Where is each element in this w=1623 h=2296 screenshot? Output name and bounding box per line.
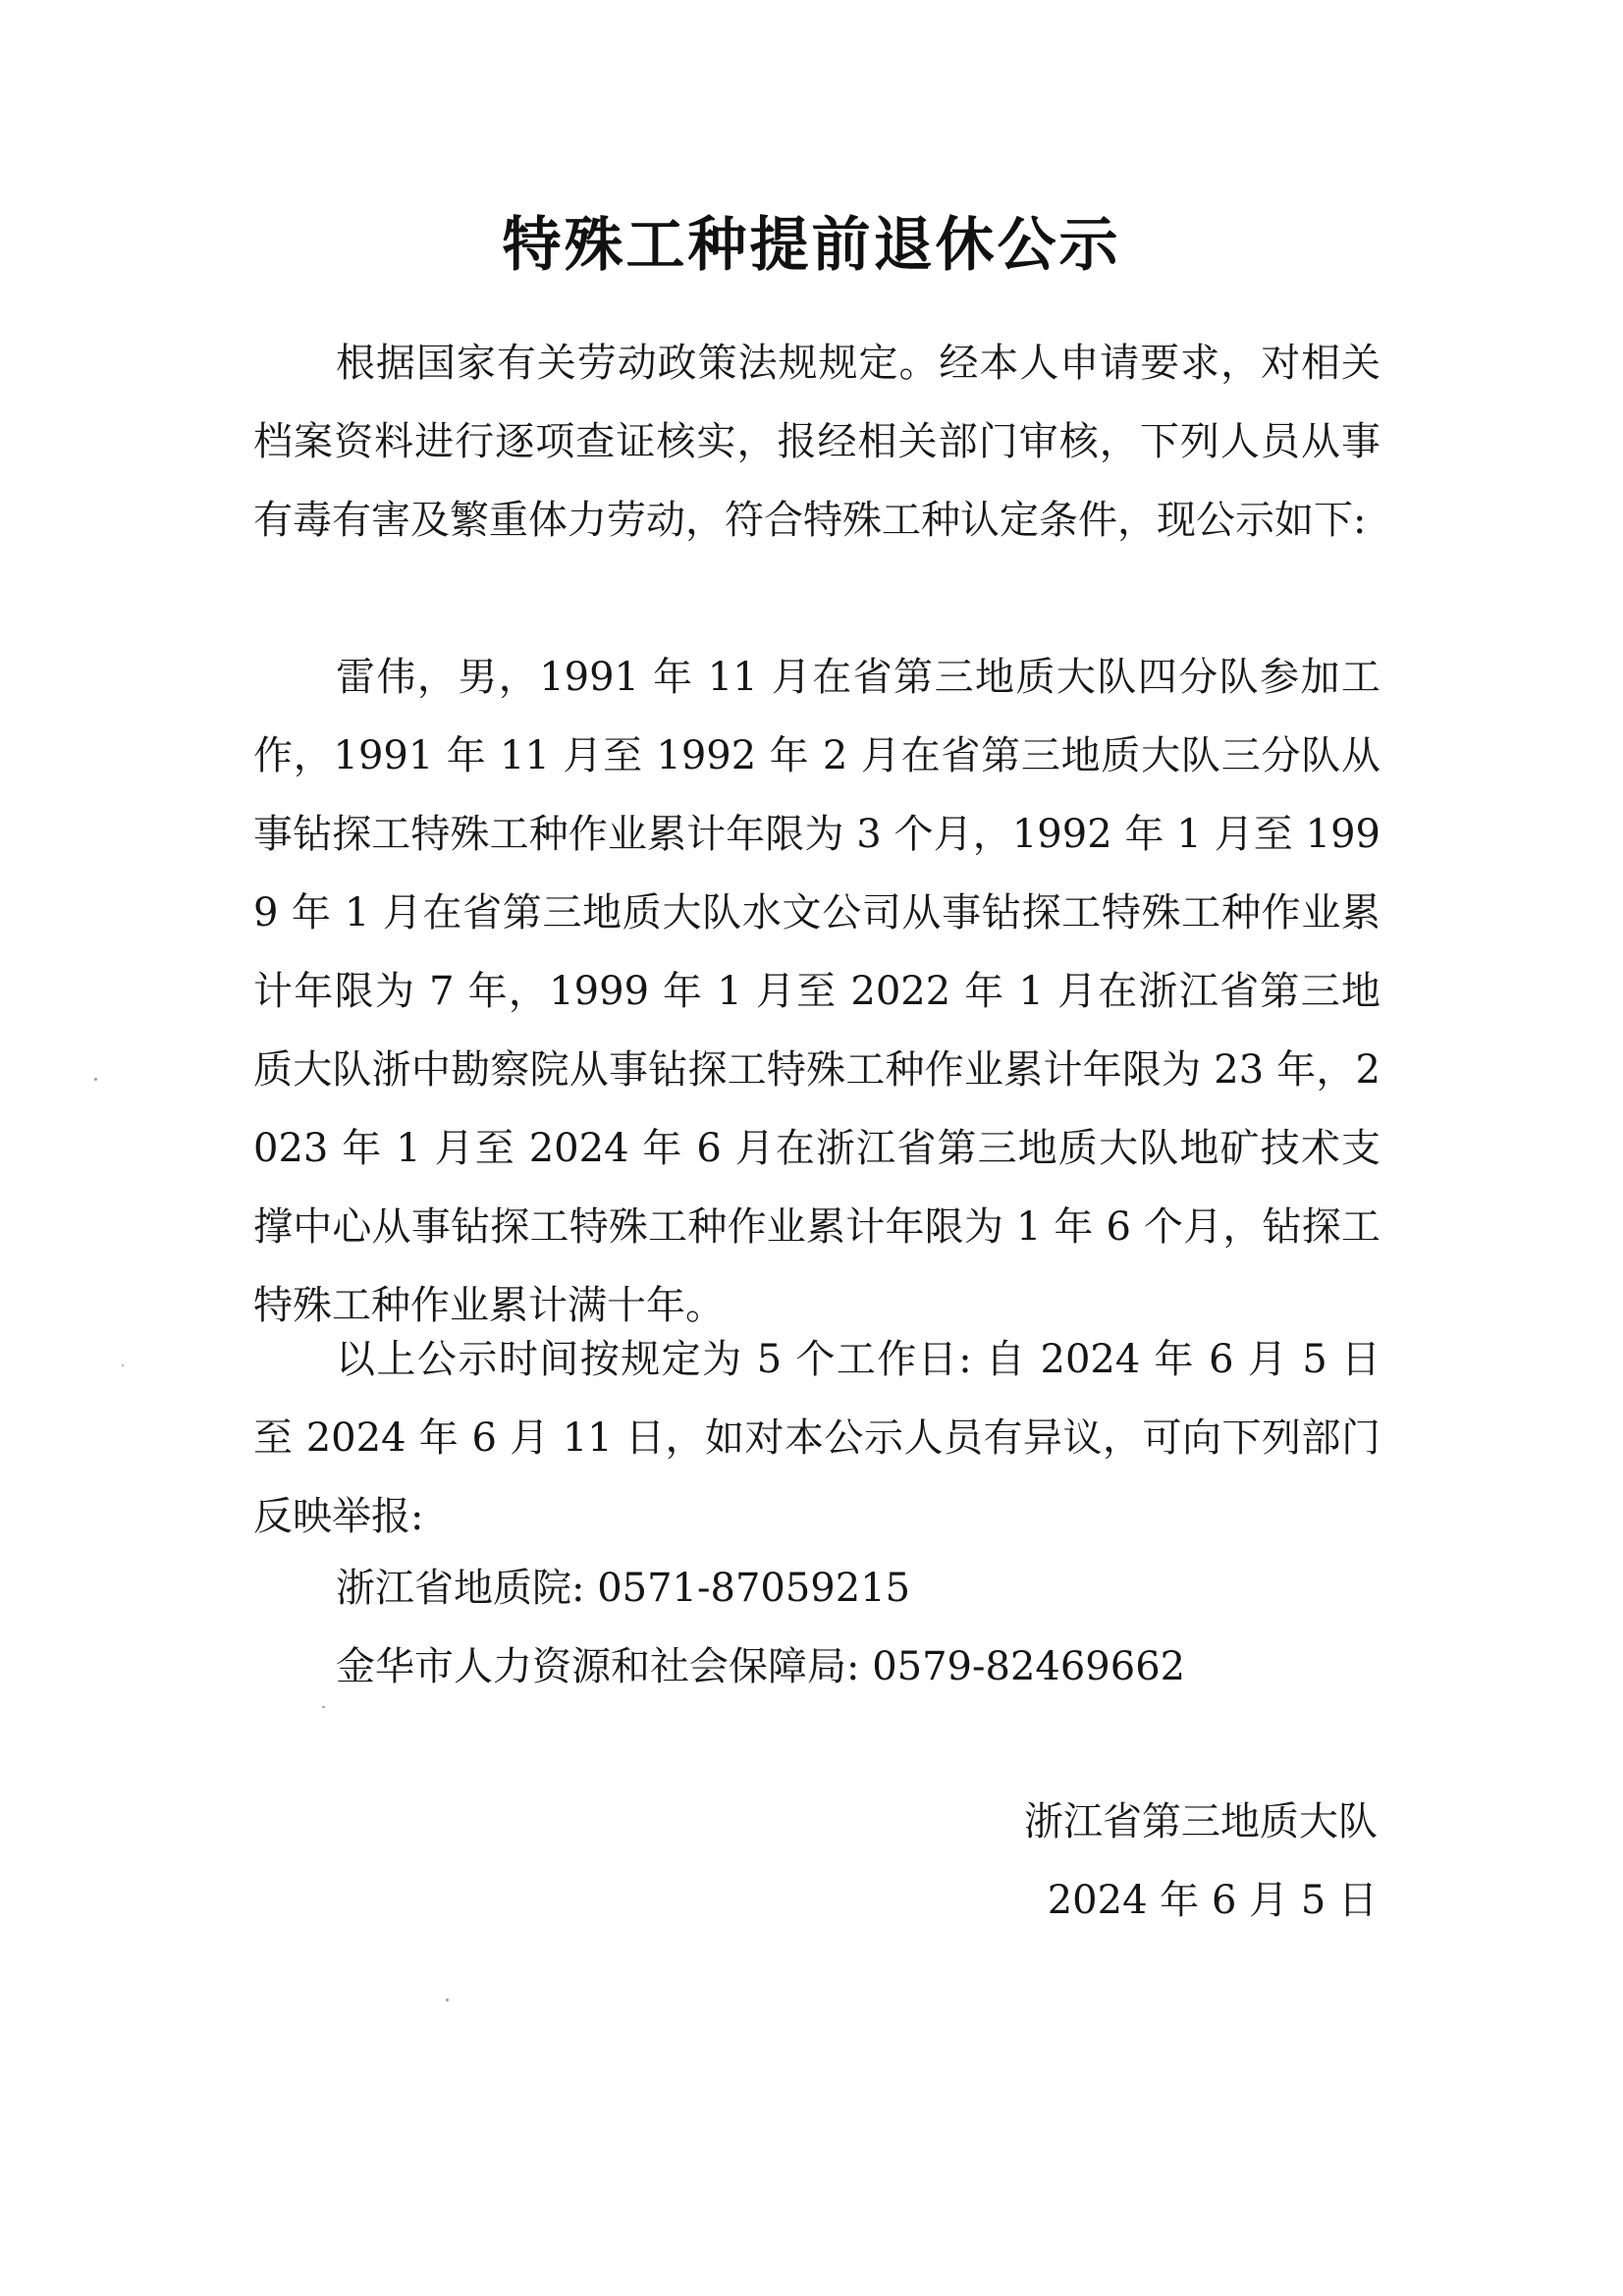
signature-organization: 浙江省第三地质大队 [1024, 1799, 1378, 1844]
scan-speck [94, 1078, 97, 1081]
publicity-period-paragraph: 以上公示时间按规定为 5 个工作日: 自 2024 年 6 月 5 日至 2024 年 6 月 11 日，如对本公示人员有异议，可向下列部门反映举报: [253, 1337, 1380, 1539]
signature-date: 2024 年 6 月 5 日 [1047, 1878, 1378, 1923]
document-title: 特殊工种提前退休公示 [502, 211, 1121, 280]
contact-line: 金华市人力资源和社会保障局: 0579-82469662 [336, 1644, 1186, 1689]
employee-record-paragraph: 雷伟，男，1991 年 11 月在省第三地质大队四分队参加工作，1991 年 11 月至 1992 年 2 月在省第三地质大队三分队从事钻探工特殊工种作业累计年限为 3 个月，1992 年 1 月至 1999 年 1 月在省第三地质大队水文公司从事钻探工特殊工种作业累计年限为 7 年，1999 年 1 月至 2022 年 1 月在浙江省第三地质大队浙中勘察院从事钻探工特殊工种作业累计年限为 23 年，2023 年 1 月至 2024 年 6 月在浙江省第三地质大队地矿技术支撑中心从事钻探工特殊工种作业累计年限为 1 年 6 个月，钻探工特殊工种作业累计满十年。 [253, 655, 1380, 1328]
intro-paragraph: 根据国家有关劳动政策法规规定。经本人申请要求，对相关档案资料进行逐项查证核实，报经相关部门审核，下列人员从事有毒有害及繁重体力劳动，符合特殊工种认定条件，现公示如下: [253, 341, 1380, 543]
contact-line: 浙江省地质院: 0571-87059215 [336, 1566, 911, 1611]
scan-speck [322, 1706, 325, 1708]
scan-speck [446, 1999, 449, 2002]
scan-speck [122, 1364, 124, 1366]
